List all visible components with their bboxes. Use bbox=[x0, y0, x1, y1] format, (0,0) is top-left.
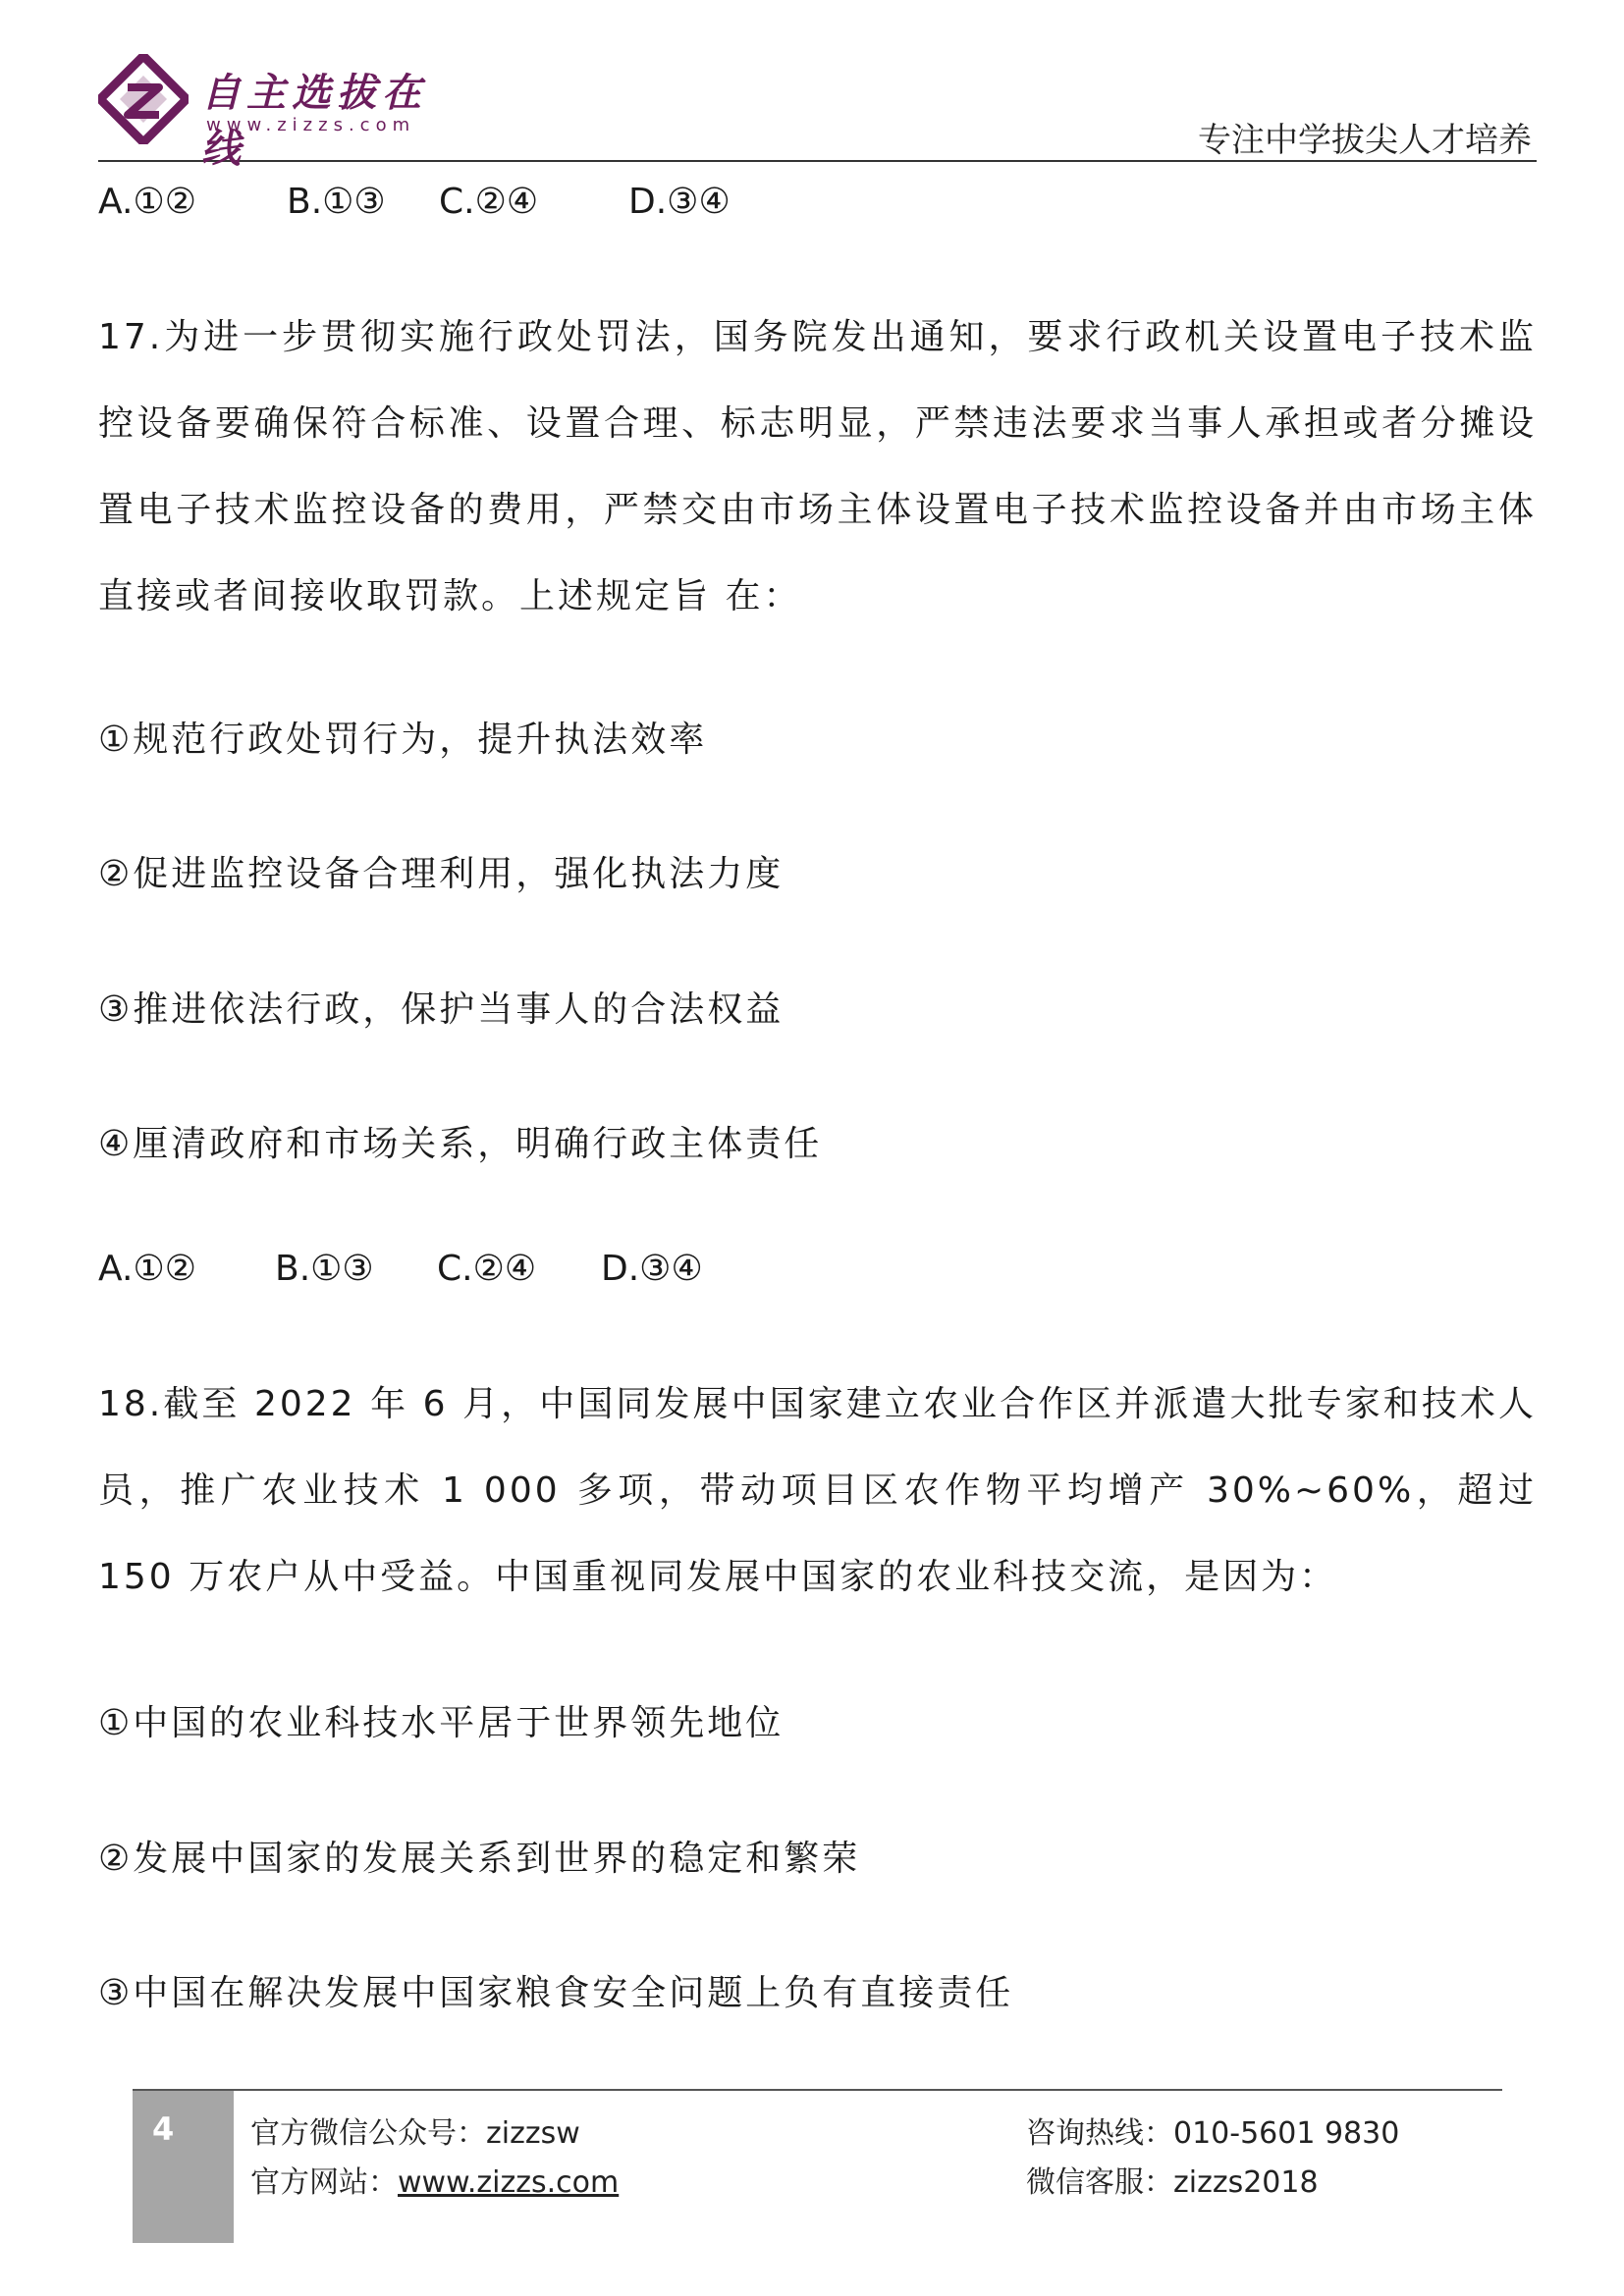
footer-service: 微信客服：zizzs2018 bbox=[1026, 2165, 1319, 2200]
q18-stem: 18.截至 2022 年 6 月，中国同发展中国家建立农业合作区并派遣大批专家和技术人员，推广农业技术 1 000 多项，带动项目区农作物平均增产 30%~60%，超过 150 万农户从中受益。中国重视同发展中国家的农业科技交流，是因为： bbox=[98, 1384, 1537, 1597]
q16-option-d: D.③④ bbox=[628, 182, 731, 222]
q18-item-1: ①中国的农业科技水平居于世界领先地位 bbox=[98, 1703, 785, 1743]
q18-item-3: ③中国在解决发展中国家粮食安全问题上负有直接责任 bbox=[98, 1973, 1014, 2013]
q17-item-1: ①规范行政处罚行为，提升执法效率 bbox=[98, 720, 708, 760]
logo-mark-icon bbox=[98, 54, 189, 144]
header-slogan: 专注中学拔尖人才培养 bbox=[1198, 121, 1532, 160]
page-header bbox=[98, 39, 1537, 172]
footer-hotline: 咨询热线：010-5601 9830 bbox=[1026, 2116, 1400, 2151]
q17-option-c: C.②④ bbox=[437, 1249, 537, 1289]
brand-name: 自主选拔在线 bbox=[201, 70, 427, 172]
q17-option-b: B.①③ bbox=[275, 1249, 374, 1289]
footer-wechat: 官方微信公众号：zizzsw bbox=[250, 2116, 580, 2151]
footer-site bbox=[250, 2158, 619, 2201]
page-number: 4 bbox=[152, 2110, 175, 2148]
q16-option-c: C.②④ bbox=[439, 182, 539, 222]
q18-item-2: ②发展中国家的发展关系到世界的稳定和繁荣 bbox=[98, 1839, 861, 1879]
q16-options bbox=[98, 182, 731, 222]
page-footer bbox=[133, 2089, 1502, 2241]
q17-item-4: ④厘清政府和市场关系，明确行政主体责任 bbox=[98, 1124, 823, 1164]
q17-option-a: A.①② bbox=[98, 1249, 196, 1289]
q16-option-b: B.①③ bbox=[287, 182, 386, 222]
q17-item-3: ③推进依法行政，保护当事人的合法权益 bbox=[98, 989, 785, 1030]
q17-option-d: D.③④ bbox=[601, 1249, 703, 1289]
q17-stem: 17.为进一步贯彻实施行政处罚法，国务院发出通知，要求行政机关设置电子技术监控设备要确保符合标准、设置合理、标志明显，严禁违法要求当事人承担或者分摊设置电子技术监控设备的费用，严禁交由市场主体设置电子技术监控设备并由市场主体直接或者间接收取罚款。上述规定旨 在： bbox=[98, 317, 1537, 616]
page-number-box bbox=[133, 2091, 234, 2243]
q17-options bbox=[98, 1249, 703, 1289]
logo bbox=[98, 54, 437, 172]
footer-site-label: 官方网站： bbox=[250, 2165, 398, 2200]
brand-url: www.zizzs.com bbox=[206, 115, 416, 135]
q17-item-2: ②促进监控设备合理利用，强化执法力度 bbox=[98, 854, 785, 894]
footer-site-link[interactable]: www.zizzs.com bbox=[398, 2165, 620, 2200]
q16-option-a: A.①② bbox=[98, 182, 196, 222]
